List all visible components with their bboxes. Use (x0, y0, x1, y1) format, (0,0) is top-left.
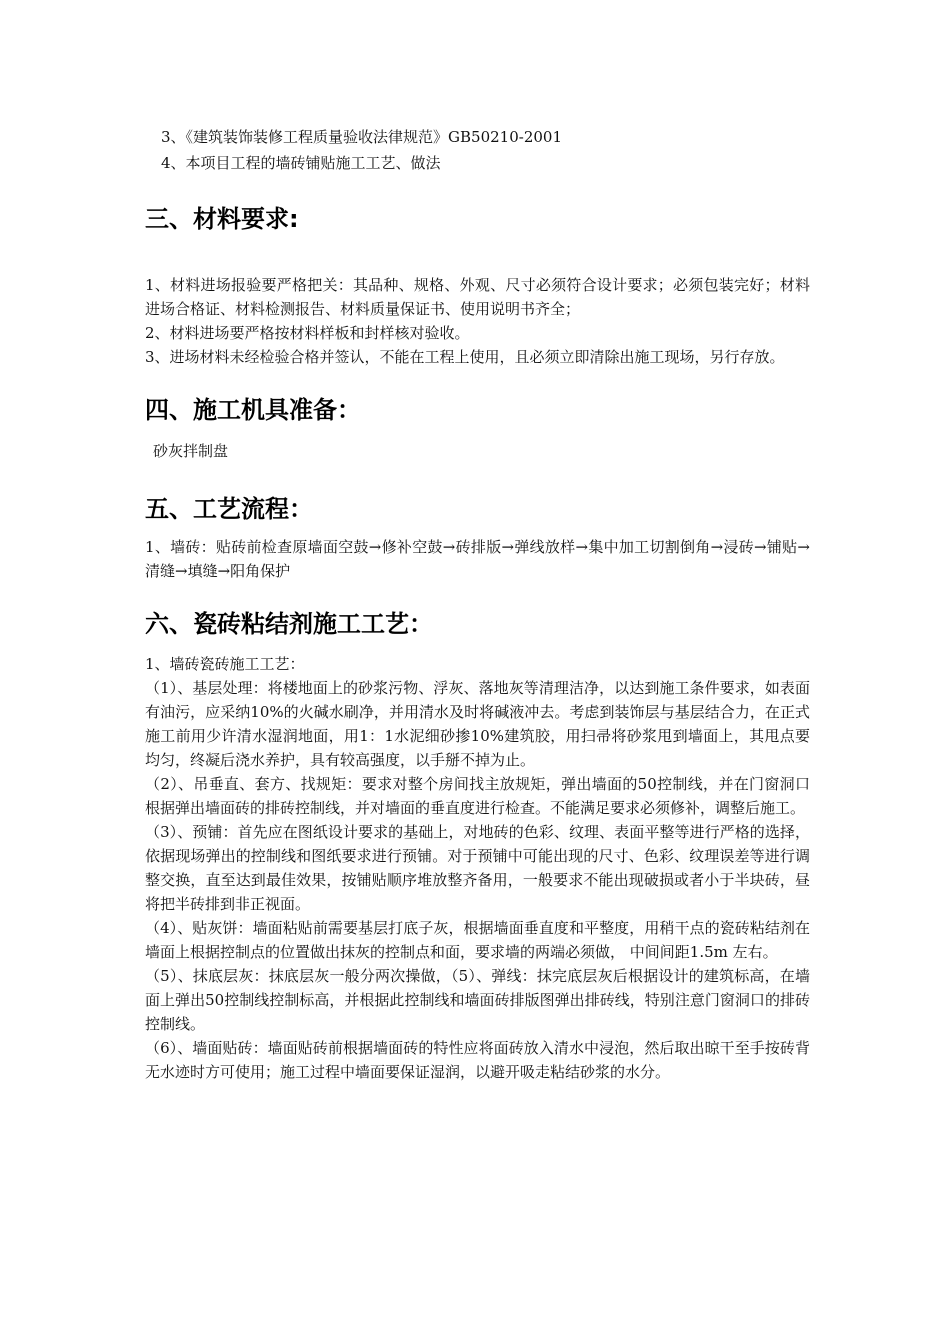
reference-item: 3、《建筑装饰装修工程质量验收法律规范》GB50210-2001 (161, 128, 563, 146)
paragraph: 1、材料进场报验要严格把关：其品种、规格、外观、尺寸必须符合设计要求；必须包装完好；材料进场合格证、材料检测报告、材料质量保证书、使用说明书齐全； (145, 276, 810, 318)
paragraph: （4）、贴灰饼：墙面粘贴前需要基层打底子灰，根据墙面垂直度和平整度，用稍干点的瓷砖粘结剂在墙面上根据控制点的位置做出抹灰的控制点和面，要求墙的两端必须做， 中间间距1.5m 左右。 (145, 919, 810, 961)
paragraph: （3）、预铺：首先应在图纸设计要求的基础上，对地砖的色彩、纹理、表面平整等进行严格的选择，依据现场弹出的控制线和图纸要求进行预铺。对于预铺中可能出现的尺寸、色彩、纹理误差等进行调整交换，直至达到最佳效果，按铺贴顺序堆放整齐备用，一般要求不能出现破损或者小于半块砖，昼将把半砖排到非正视面。 (145, 823, 810, 913)
paragraph: 2、材料进场要严格按材料样板和封样核对验收。 (145, 324, 470, 342)
paragraph: 3、进场材料未经检验合格并签认，不能在工程上使用，且必须立即清除出施工现场，另行存放。 (145, 348, 785, 366)
reference-item: 4、本项目工程的墙砖铺贴施工工艺、做法 (161, 154, 441, 172)
document-content (145, 124, 810, 1084)
section-heading-materials: 三、材料要求: (145, 205, 299, 233)
paragraph: 1、墙砖瓷砖施工工艺： (145, 655, 305, 673)
tools-body: 砂灰拌制盘 (153, 442, 229, 460)
paragraph: （5）、抹底层灰：抹底层灰一般分两次操做，（5）、弹线：抹完底层灰后根据设计的建筑标高，在墙面上弹出50控制线控制标高，并根据此控制线和墙面砖排版图弹出排砖线，特别注意门窗洞口的排砖控制线。 (145, 967, 810, 1033)
paragraph: 1、墙砖：贴砖前检查原墙面空鼓→修补空鼓→砖排版→弹线放样→集中加工切割倒角→浸砖→铺贴→清缝→填缝→阳角保护 (145, 538, 810, 580)
section-heading-process: 六、瓷砖粘结剂施工工艺： (145, 610, 433, 638)
section-heading-tools: 四、施工机具准备： (145, 396, 361, 424)
paragraph: （2）、吊垂直、套方、找规矩：要求对整个房间找主放规矩，弹出墙面的50控制线，并在门窗洞口根据弹出墙面砖的排砖控制线，并对墙面的垂直度进行检查。不能满足要求必须修补，调整后施工。 (145, 775, 810, 817)
process-body (145, 652, 810, 1084)
flow-body (145, 535, 810, 583)
reference-list (145, 124, 810, 176)
materials-body (145, 273, 810, 369)
paragraph: （1）、基层处理：将楼地面上的砂浆污物、浮灰、落地灰等清理洁净，以达到施工条件要求，如表面有油污，应采纳10%的火碱水刷净，并用清水及时将碱液冲去。考虑到装饰层与基层结合力，在正式施工前用少许清水湿润地面，用1：1水泥细砂掺10%建筑胶，用扫帚将砂浆甩到墙面上，其甩点要均匀，终凝后浇水养护，具有较高强度，以手掰不掉为止。 (145, 679, 810, 769)
paragraph: （6）、墙面贴砖：墙面贴砖前根据墙面砖的特性应将面砖放入清水中浸泡，然后取出晾干至手按砖背无水迹时方可使用；施工过程中墙面要保证湿润，以避开吸走粘结砂浆的水分。 (145, 1039, 810, 1081)
section-heading-flow: 五、工艺流程： (145, 495, 313, 523)
